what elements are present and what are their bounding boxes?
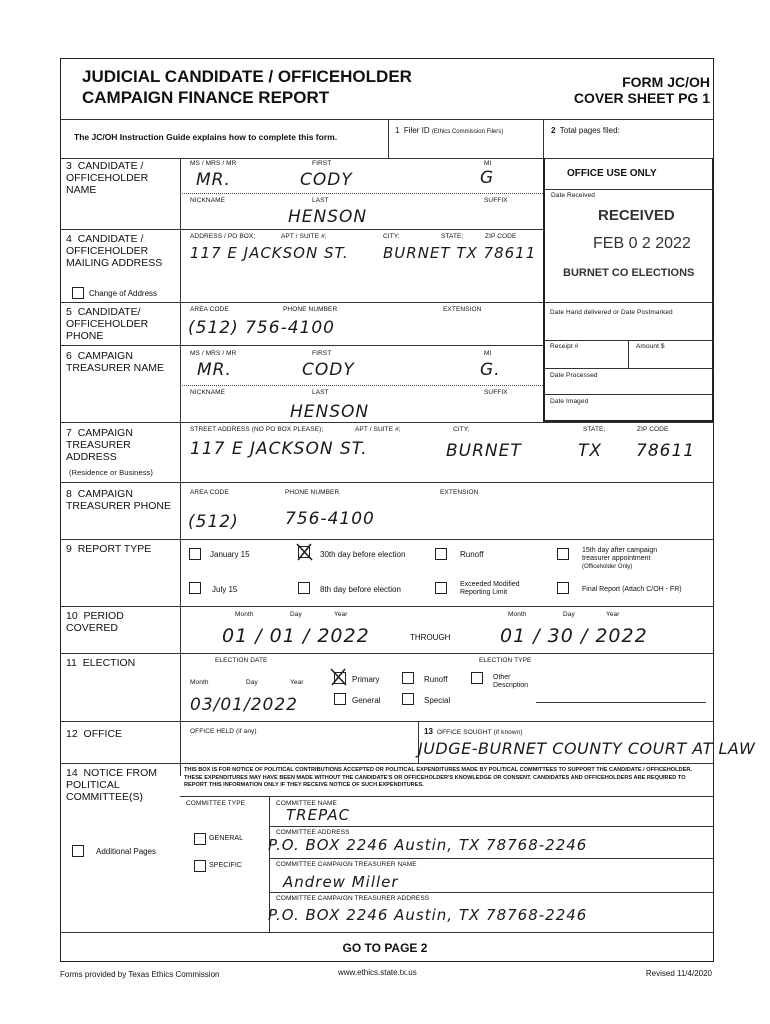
primary-label: Primary xyxy=(352,675,380,684)
sec7-zip[interactable]: 78611 xyxy=(636,441,696,461)
general-election-checkbox[interactable] xyxy=(334,693,346,705)
committee-general-checkbox[interactable] xyxy=(194,833,206,845)
election-type-label: ELECTION TYPE xyxy=(479,657,532,664)
footer-url: www.ethics.state.tx.us xyxy=(338,968,417,977)
fifteenth-checkbox[interactable] xyxy=(557,548,569,560)
thirty-day-label: 30th day before election xyxy=(320,550,406,559)
sec6-mi[interactable]: G. xyxy=(480,360,501,380)
filer-id-label: 1 Filer ID (Ethics Commission Filers) xyxy=(395,126,504,135)
election-date[interactable]: 03/01/2022 xyxy=(190,695,298,715)
sec4-zip-label: ZIP CODE xyxy=(485,233,517,240)
sec3-first-label: FIRST xyxy=(312,160,332,167)
sec7-sub: (Residence or Business) xyxy=(69,468,154,477)
sec6-prefix[interactable]: MR. xyxy=(197,360,232,380)
sec9-label: 9 REPORT TYPE xyxy=(66,543,152,555)
sec10-label: 10 PERIOD COVERED xyxy=(66,610,124,634)
fifteenth-label: 15th day after campaign treasurer appointment (Officeholder Only) xyxy=(582,547,658,570)
sec7-apt-label: APT / SUITE #; xyxy=(355,426,401,433)
sec7-state-label: STATE; xyxy=(583,426,606,433)
sec4-apt-label: APT / SUITE #; xyxy=(281,233,327,240)
sec6-ms-label: MS / MRS / MR xyxy=(190,350,237,357)
sec8-label: 8 CAMPAIGN TREASURER PHONE xyxy=(66,488,172,512)
sec4-address-label: ADDRESS / PO BOX; xyxy=(190,233,256,240)
office-use-title: OFFICE USE ONLY xyxy=(567,168,657,179)
office-held-label: OFFICE HELD (if any) xyxy=(190,728,257,735)
exceeded-label: Exceeded Modified Reporting Limit xyxy=(460,581,520,596)
period-to[interactable]: 01 / 30 / 2022 xyxy=(500,625,648,647)
sec10-day-label-2: Day xyxy=(563,611,575,618)
sec6-last-label: LAST xyxy=(312,389,329,396)
final-report-label: Final Report (Attach C/OH - FR) xyxy=(582,586,682,593)
stamp-received: RECEIVED xyxy=(598,207,675,224)
jan15-label: January 15 xyxy=(210,550,250,559)
committee-type-label: COMMITTEE TYPE xyxy=(186,800,246,807)
committee-treasurer-address[interactable]: P.O. BOX 2246 Austin, TX 78768-2246 xyxy=(268,906,588,924)
date-processed-label: Date Processed xyxy=(550,372,598,379)
total-pages-label: 2 Total pages filed: xyxy=(551,126,620,135)
runoff-checkbox[interactable] xyxy=(435,548,447,560)
thirty-day-check-mark xyxy=(295,542,315,562)
sec6-last[interactable]: HENSON xyxy=(290,402,370,422)
sec10-day-label: Day xyxy=(290,611,302,618)
sec6-first[interactable]: CODY xyxy=(302,360,355,380)
general-election-label: General xyxy=(352,696,381,705)
committee-name[interactable]: TREPAC xyxy=(286,806,351,824)
sec11-label: 11 ELECTION xyxy=(66,657,136,669)
sec3-label: 3 CANDIDATE / OFFICEHOLDER NAME xyxy=(66,160,149,196)
final-report-checkbox[interactable] xyxy=(557,582,569,594)
sec6-label: 6 CAMPAIGN TREASURER NAME xyxy=(66,350,165,374)
sec8-phone[interactable]: 756-4100 xyxy=(285,509,375,529)
sec7-city-label: CITY; xyxy=(453,426,470,433)
sec8-phone-label: PHONE NUMBER xyxy=(285,489,340,496)
eighth-day-checkbox[interactable] xyxy=(298,582,310,594)
additional-pages-checkbox[interactable] xyxy=(72,845,84,857)
sec3-ms-label: MS / MRS / MR xyxy=(190,160,237,167)
election-day-label: Day xyxy=(246,679,258,686)
sec3-suffix-label: SUFFIX xyxy=(484,197,508,204)
sheet-label: COVER SHEET PG 1 xyxy=(573,90,710,106)
form-id: FORM JC/OH xyxy=(622,74,710,90)
jul15-label: July 15 xyxy=(212,585,238,594)
office-sought-label: 13 OFFICE SOUGHT (if known) xyxy=(424,727,523,736)
sec6-suffix-label: SUFFIX xyxy=(484,389,508,396)
committee-address-label: COMMITTEE ADDRESS xyxy=(276,829,350,836)
sec4-state-label: STATE; xyxy=(441,233,464,240)
election-date-label: ELECTION DATE xyxy=(215,657,268,664)
period-from[interactable]: 01 / 01 / 2022 xyxy=(222,625,370,647)
sec5-ext-label: EXTENSION xyxy=(443,306,482,313)
go-to-page-2: GO TO PAGE 2 xyxy=(342,941,428,955)
jan15-checkbox[interactable] xyxy=(189,548,201,560)
sec4-address[interactable]: 117 E JACKSON ST. xyxy=(190,244,349,262)
sec7-street[interactable]: 117 E JACKSON ST. xyxy=(190,439,368,459)
form-title-line1: JUDICIAL CANDIDATE / OFFICEHOLDER xyxy=(82,67,412,86)
jul15-checkbox[interactable] xyxy=(189,582,201,594)
sec3-last[interactable]: HENSON xyxy=(288,207,368,227)
sec7-label: 7 CAMPAIGN TREASURER ADDRESS xyxy=(66,427,133,463)
sec3-nickname-label: NICKNAME xyxy=(190,197,226,204)
change-of-address-checkbox[interactable] xyxy=(72,287,84,299)
committee-general-label: GENERAL xyxy=(209,835,244,842)
committee-name-label: COMMITTEE NAME xyxy=(276,800,337,807)
footer-provided: Forms provided by Texas Ethics Commission xyxy=(60,970,220,979)
sec8-area[interactable]: (512) xyxy=(188,512,239,532)
eighth-day-label: 8th day before election xyxy=(320,585,401,594)
sec10-year-label: Year xyxy=(334,611,348,618)
election-runoff-label: Runoff xyxy=(424,675,448,684)
committee-treasurer-label: COMMITTEE CAMPAIGN TREASURER NAME xyxy=(276,861,417,868)
other-checkbox[interactable] xyxy=(471,672,483,684)
committee-treasurer[interactable]: Andrew Miller xyxy=(283,873,399,891)
sec8-ext-label: EXTENSION xyxy=(440,489,479,496)
sec12-label: 12 OFFICE xyxy=(66,728,123,740)
committee-treasurer-address-label: COMMITTEE CAMPAIGN TREASURER ADDRESS xyxy=(276,895,430,902)
sec5-label: 5 CANDIDATE/ OFFICEHOLDER PHONE xyxy=(66,306,149,342)
committee-specific-checkbox[interactable] xyxy=(194,860,206,872)
stamp-office: BURNET CO ELECTIONS xyxy=(563,267,695,279)
office-sought[interactable]: JUDGE-BURNET COUNTY COURT AT LAW xyxy=(418,739,756,758)
exceeded-checkbox[interactable] xyxy=(435,582,447,594)
sec3-prefix[interactable]: MR. xyxy=(196,170,231,190)
committee-specific-label: SPECIFIC xyxy=(209,862,243,869)
sec10-month-label-2: Month xyxy=(508,611,527,618)
additional-pages-label: Additional Pages xyxy=(96,847,157,856)
special-election-checkbox[interactable] xyxy=(402,693,414,705)
sec8-area-label: AREA CODE xyxy=(190,489,229,496)
primary-check-mark xyxy=(329,667,349,687)
sec14-label: 14 NOTICE FROM POLITICAL COMMITTEE(S) xyxy=(66,767,158,803)
runoff-label: Runoff xyxy=(460,550,484,559)
sec3-mi[interactable]: G xyxy=(480,168,495,188)
date-received-label: Date Received xyxy=(551,192,595,199)
hand-delivered-label: Date Hand delivered or Date Postmarked xyxy=(550,309,673,316)
sec4-city-label: CITY; xyxy=(383,233,400,240)
sec5-phone[interactable]: (512) 756-4100 xyxy=(188,318,335,338)
sec5-phone-label: PHONE NUMBER xyxy=(283,306,338,313)
through-label: THROUGH xyxy=(410,633,451,642)
sec4-city-state-zip[interactable]: BURNET TX 78611 xyxy=(383,244,537,262)
change-of-address-label: Change of Address xyxy=(89,289,158,298)
sec7-state[interactable]: TX xyxy=(578,441,603,461)
sec6-mi-label: MI xyxy=(484,350,492,357)
election-year-label: Year xyxy=(290,679,304,686)
sec7-zip-label: ZIP CODE xyxy=(637,426,669,433)
instruction-text: The JC/OH Instruction Guide explains how to complete this form. xyxy=(74,132,338,142)
sec7-street-label: STREET ADDRESS (NO PO BOX PLEASE); xyxy=(190,426,324,433)
committee-notice: THIS BOX IS FOR NOTICE OF POLITICAL CONTRIBUTIONS ACCEPTED OR POLITICAL EXPENDITURES MADE BY POLITICAL COMMITTEES TO SUPPORT THE CANDIDATE / OFFICEHOLDER. THESE EXPENDITURES MAY HAVE BEEN MADE WITHOUT THE CANDIDATE'S OR OFFICEHOLDER'S KNOWLEDGE OR CONSENT. CANDIDATES AND OFFICEHOLDERS ARE REQUIRED TO REPORT THIS INFORMATION ONLY IF THEY RECEIVE NOTICE OF SUCH EXPENDITURES. xyxy=(184,767,692,788)
committee-address[interactable]: P.O. BOX 2246 Austin, TX 78768-2246 xyxy=(268,836,588,854)
election-month-label: Month xyxy=(190,679,209,686)
sec10-month-label: Month xyxy=(235,611,254,618)
form-title-line2: CAMPAIGN FINANCE REPORT xyxy=(82,88,330,107)
amount-label: Amount $ xyxy=(636,343,665,350)
footer-revised: Revised 11/4/2020 xyxy=(645,969,712,978)
election-runoff-checkbox[interactable] xyxy=(402,672,414,684)
stamp-date: FEB 0 2 2022 xyxy=(593,235,691,252)
sec4-label: 4 CANDIDATE / OFFICEHOLDER MAILING ADDRESS xyxy=(66,233,163,269)
sec5-area-label: AREA CODE xyxy=(190,306,229,313)
sec6-nickname-label: NICKNAME xyxy=(190,389,226,396)
other-label: Other Description xyxy=(493,674,529,689)
receipt-label: Receipt # xyxy=(550,343,579,350)
date-imaged-label: Date Imaged xyxy=(550,398,589,405)
sec3-first[interactable]: CODY xyxy=(300,170,353,190)
special-election-label: Special xyxy=(424,696,451,705)
sec6-first-label: FIRST xyxy=(312,350,332,357)
sec3-last-label: LAST xyxy=(312,197,329,204)
sec3-mi-label: MI xyxy=(484,160,492,167)
sec10-year-label-2: Year xyxy=(606,611,620,618)
sec7-city[interactable]: BURNET xyxy=(446,441,522,461)
